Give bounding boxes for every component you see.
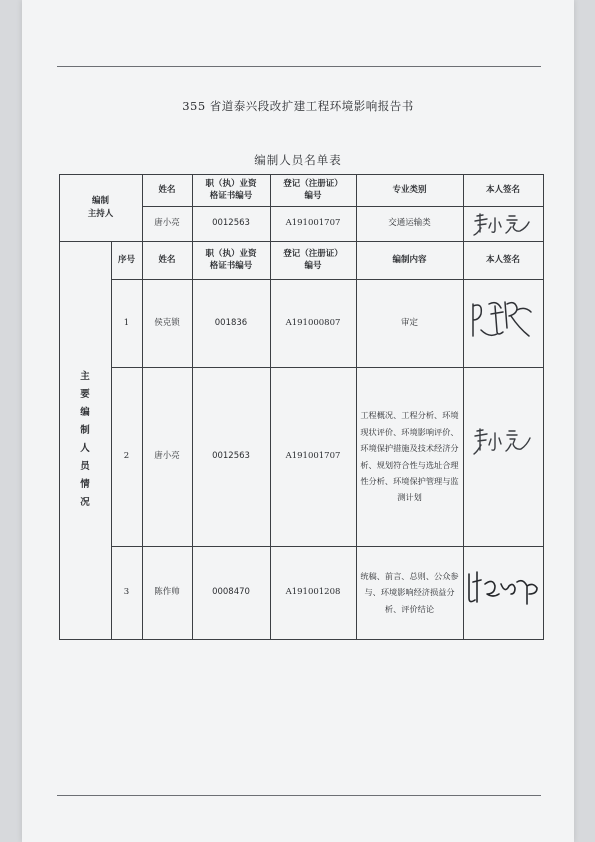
staff-3-cert: 0008470 bbox=[212, 587, 250, 598]
host-signature bbox=[471, 210, 535, 238]
footer-rule bbox=[57, 795, 541, 796]
staff-1-cert: 001836 bbox=[214, 317, 248, 328]
host-signature-header: 本人签名 bbox=[485, 184, 520, 195]
staff-1-signature bbox=[467, 292, 539, 344]
staff-name-header: 姓名 bbox=[158, 254, 176, 265]
staff-1-seq: 1 bbox=[123, 317, 130, 328]
host-name: 唐小亮 bbox=[154, 218, 180, 229]
host-reg: A191001707 bbox=[285, 218, 341, 229]
staff-seq-header: 序号 bbox=[117, 254, 135, 265]
staff-2-content: 工程概况、工程分析、环境现状评价、环境影响评价、环境保护措施及技术经济分析、规划符合性与选址合理性分析、环境保护管理与监测计划 bbox=[360, 410, 459, 503]
staff-table bbox=[59, 174, 543, 639]
host-reg-header: 登记（注册证） 编号 bbox=[283, 178, 343, 201]
staff-2-reg: A191001707 bbox=[285, 451, 341, 462]
header-rule bbox=[57, 66, 541, 67]
staff-content-header: 编制内容 bbox=[392, 254, 427, 265]
staff-3-content: 统稿、前言、总则、公众参与、环境影响经济损益分析、评价结论 bbox=[360, 570, 459, 614]
staff-cert-header: 职（执）业资 格证书编号 bbox=[205, 248, 257, 271]
staff-2-cert: 0012563 bbox=[212, 451, 250, 462]
host-name-header: 姓名 bbox=[158, 184, 176, 195]
staff-2-seq: 2 bbox=[123, 451, 130, 462]
host-category-header: 专业类别 bbox=[392, 184, 427, 195]
staff-3-signature bbox=[465, 564, 541, 614]
host-cert-header: 职（执）业资 格证书编号 bbox=[205, 178, 257, 201]
staff-signature-header: 本人签名 bbox=[485, 254, 520, 265]
staff-1-name: 侯克锁 bbox=[154, 317, 180, 328]
host-category: 交通运输类 bbox=[388, 218, 431, 229]
document-title: 355 省道泰兴段改扩建工程环境影响报告书 bbox=[182, 99, 414, 113]
document-page bbox=[22, 0, 574, 842]
staff-3-name: 陈作帅 bbox=[154, 587, 180, 598]
staff-reg-header: 登记（注册证） 编号 bbox=[283, 248, 343, 271]
host-cert: 0012563 bbox=[212, 218, 250, 229]
staff-2-name: 唐小亮 bbox=[154, 451, 180, 462]
staff-3-reg: A191001208 bbox=[285, 587, 341, 598]
host-role-label: 编制 主持人 bbox=[87, 196, 114, 219]
table-title: 编制人员名单表 bbox=[254, 153, 342, 167]
staff-1-content: 审定 bbox=[400, 317, 418, 328]
staff-1-reg: A191000807 bbox=[285, 317, 341, 328]
staff-3-seq: 3 bbox=[123, 587, 130, 598]
staff-section-label: 主要编制人员情况 bbox=[80, 370, 90, 509]
staff-2-signature bbox=[471, 424, 535, 458]
